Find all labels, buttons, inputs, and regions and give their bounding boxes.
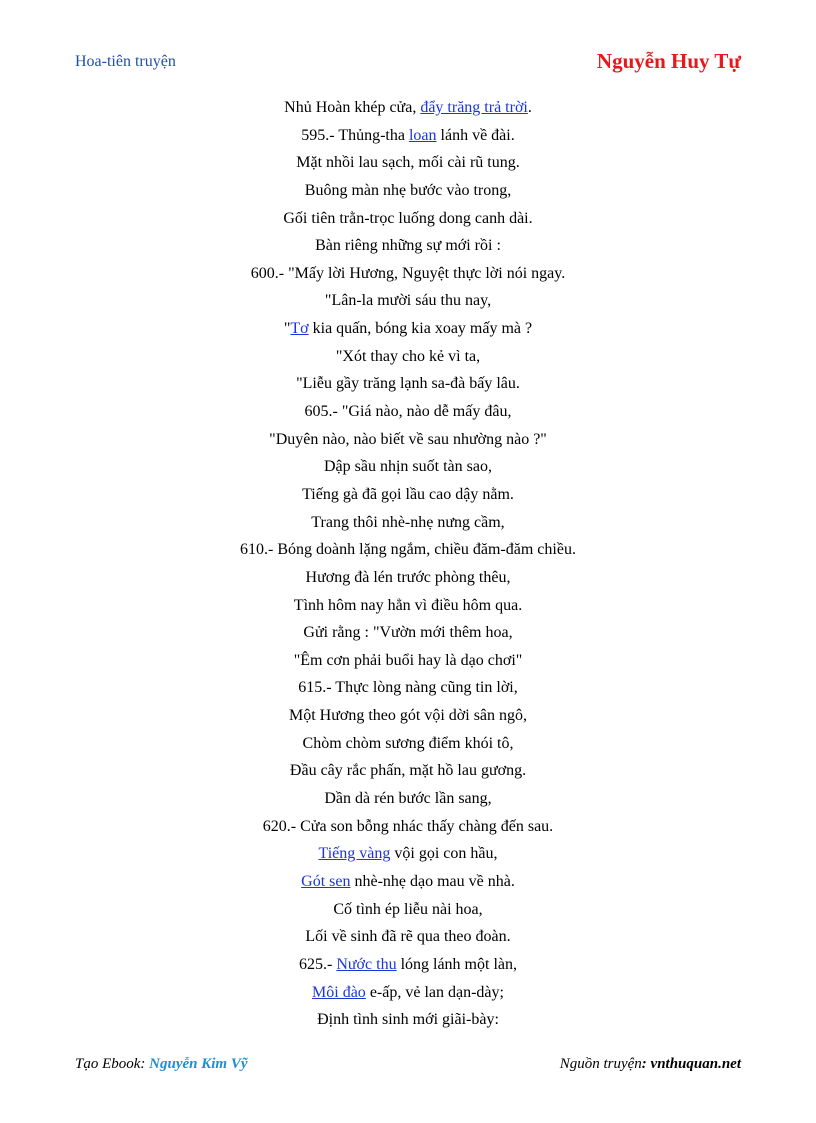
- poem-line: [0, 1006, 816, 1034]
- credit-separator: :: [140, 1056, 150, 1072]
- poem-text: Hương đà lén trước phòng thêu,: [305, 568, 511, 586]
- poem-line: [0, 370, 816, 398]
- poem-line: [0, 94, 816, 122]
- poem-line: [0, 896, 816, 924]
- poem-line: [0, 592, 816, 620]
- annotation-link[interactable]: Nước thu: [336, 955, 397, 973]
- poem-line: [0, 260, 816, 288]
- poem-text: 615.- Thực lòng nàng cũng tin lời,: [298, 679, 518, 697]
- poem-text: Một Hương theo gót vội dời sân ngô,: [288, 707, 528, 725]
- credit-label: Tạo Ebook: [75, 1056, 141, 1072]
- poem-text: Chòm chòm sương điểm khói tô,: [302, 734, 514, 752]
- poem-text: "Liễu gầy trăng lạnh sa-đà bấy lâu.: [296, 375, 520, 393]
- poem-text: "Lân-la mười sáu thu nay,: [324, 292, 492, 310]
- annotation-link[interactable]: đẩy trăng trả trời: [420, 99, 528, 116]
- poem-text: Tiếng gà đã gọi lầu cao dậy nằm.: [302, 485, 514, 503]
- poem-text: Tình hôm nay hẳn vì điều hôm qua.: [293, 596, 523, 614]
- poem-text: e-ấp, vẻ lan dạn-dày;: [365, 983, 504, 1001]
- poem-text: 620.- Cửa son bỗng nhác thấy chàng đến sau.: [262, 817, 554, 835]
- annotation-link[interactable]: Gót sen: [301, 872, 351, 890]
- ebook-credit: [75, 1056, 248, 1073]
- poem-text: Định tình sinh mới giãi-bày:: [317, 1011, 499, 1029]
- poem-line: [0, 287, 816, 315]
- poem-text: lánh về đài.: [436, 126, 515, 144]
- poem-text: Bàn riêng những sự mới rồi :: [315, 237, 501, 255]
- poem-text: Mặt nhồi lau sạch, mối cài rũ tung.: [296, 154, 520, 172]
- poem-line: [0, 979, 816, 1007]
- poem-text: Đầu cây rắc phấn, mặt hồ lau gương.: [289, 762, 527, 780]
- poem-text: "Duyên nào, nào biết về sau nhường nào ?": [269, 430, 547, 448]
- poem-text: .: [527, 99, 532, 116]
- poem-text: Gửi rằng : "Vườn mới thêm hoa,: [303, 624, 513, 642]
- book-title: Hoa-tiên truyện: [75, 53, 176, 70]
- source-separator: :: [641, 1056, 651, 1072]
- annotation-link[interactable]: Tiếng vàng: [318, 845, 391, 863]
- poem-line: [0, 647, 816, 675]
- poem-body: [0, 94, 816, 1034]
- poem-text: 595.- Thủng-tha: [301, 126, 409, 144]
- author-name: Nguyễn Huy Tự: [596, 49, 741, 73]
- poem-line: [0, 785, 816, 813]
- poem-line: [0, 674, 816, 702]
- source-credit: [560, 1056, 741, 1073]
- poem-text: 610.- Bóng doành lặng ngắm, chiều đăm-đăm chiều.: [240, 541, 576, 559]
- poem-line: [0, 426, 816, 454]
- annotation-link[interactable]: Tơ: [290, 320, 309, 338]
- poem-line: [0, 757, 816, 785]
- poem-text: "Êm cơn phải buổi hay là dạo chơi": [293, 651, 523, 669]
- poem-text: Buông màn nhẹ bước vào trong,: [304, 181, 512, 199]
- poem-text: lóng lánh một làn,: [396, 955, 517, 973]
- poem-text: ": [283, 320, 291, 338]
- poem-line: [0, 232, 816, 260]
- poem-line: [0, 122, 816, 150]
- poem-text: Dập sầu nhịn suốt tàn sao,: [324, 458, 492, 476]
- poem-text: kia quấn, bóng kia xoay mấy mà ?: [308, 320, 533, 338]
- poem-text: 600.- "Mấy lời Hương, Nguyệt thực lời nói ngay.: [250, 264, 566, 282]
- poem-text: "Xót thay cho kẻ vì ta,: [335, 347, 481, 365]
- poem-text: nhè-nhẹ dạo mau về nhà.: [350, 872, 515, 890]
- poem-text: vội gọi con hầu,: [390, 845, 498, 863]
- poem-text: Gối tiên trằn-trọc luống dong canh dài.: [283, 209, 533, 227]
- poem-line: [0, 398, 816, 426]
- poem-line: [0, 536, 816, 564]
- poem-line: [0, 149, 816, 177]
- poem-line: [0, 564, 816, 592]
- poem-line: [0, 868, 816, 896]
- poem-line: [0, 813, 816, 841]
- poem-line: [0, 481, 816, 509]
- poem-line: [0, 177, 816, 205]
- poem-line: [0, 619, 816, 647]
- poem-line: [0, 343, 816, 371]
- poem-line: [0, 730, 816, 758]
- poem-text: Cố tình ép liễu nài hoa,: [333, 900, 483, 918]
- poem-line: [0, 205, 816, 233]
- poem-text: Trang thôi nhè-nhẹ nưng cầm,: [311, 513, 505, 531]
- poem-text: 625.-: [299, 955, 337, 973]
- poem-line: [0, 509, 816, 537]
- poem-line: [0, 840, 816, 868]
- annotation-link[interactable]: loan: [408, 126, 437, 144]
- poem-text: Dần dà rén bước lần sang,: [324, 790, 492, 808]
- poem-text: Nhủ Hoàn khép cửa,: [284, 99, 421, 116]
- source-name: vnthuquan.net: [650, 1056, 741, 1072]
- annotation-link[interactable]: Môi đào: [312, 983, 366, 1001]
- source-label: Nguồn truyện: [559, 1056, 642, 1072]
- poem-line: [0, 702, 816, 730]
- poem-text: Lối về sinh đã rẽ qua theo đoàn.: [305, 928, 511, 946]
- poem-line: [0, 315, 816, 343]
- poem-line: [0, 923, 816, 951]
- poem-line: [0, 951, 816, 979]
- credit-name: Nguyễn Kim Vỹ: [149, 1056, 248, 1072]
- poem-text: 605.- "Giá nào, nào dễ mấy đâu,: [304, 403, 512, 421]
- poem-line: [0, 453, 816, 481]
